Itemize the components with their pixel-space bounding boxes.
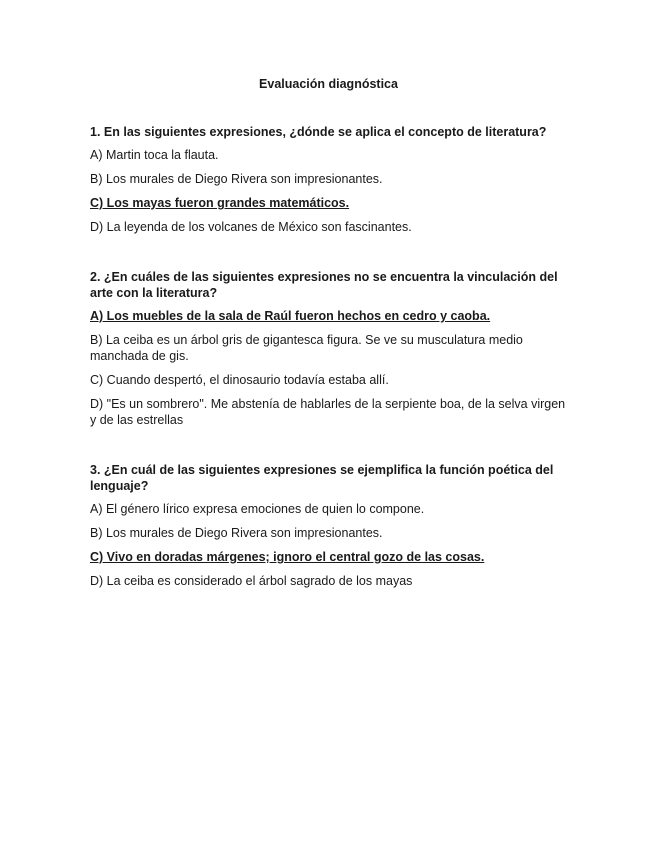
- question-1: [90, 124, 567, 235]
- question-1-text: 1. En las siguientes expresiones, ¿dónde se aplica el concepto de literatura?: [90, 125, 547, 139]
- question-2-option-a: A) Los muebles de la sala de Raúl fueron hechos en cedro y caoba.: [90, 309, 491, 323]
- question-3-option-d: D) La ceiba es considerado el árbol sagrado de los mayas: [90, 574, 413, 588]
- question-3-option-c: C) Vivo en doradas márgenes; ignoro el central gozo de las cosas.: [90, 550, 485, 564]
- question-3-text: 3. ¿En cuál de las siguientes expresiones se ejemplifica la función poética del lenguaje?: [90, 463, 554, 493]
- document-title: Evaluación diagnóstica: [259, 77, 398, 91]
- question-3: [90, 462, 567, 589]
- question-2: [90, 269, 567, 428]
- question-2-option-b: B) La ceiba es un árbol gris de gigantesca figura. Se ve su musculatura medio manchada de gis.: [90, 333, 523, 363]
- question-2-option-c: C) Cuando despertó, el dinosaurio todavía estaba allí.: [90, 373, 389, 387]
- question-1-option-c: C) Los mayas fueron grandes matemáticos.: [90, 196, 350, 210]
- question-1-option-b: B) Los murales de Diego Rivera son impresionantes.: [90, 172, 383, 186]
- question-1-option-d: D) La leyenda de los volcanes de México son fascinantes.: [90, 220, 412, 234]
- question-2-option-d: D) "Es un sombrero". Me abstenía de hablarles de la serpiente boa, de la selva virgen y de las estrellas: [90, 397, 566, 427]
- question-3-option-b: B) Los murales de Diego Rivera son impresionantes.: [90, 526, 383, 540]
- question-1-option-a: A) Martin toca la flauta.: [90, 148, 219, 162]
- question-2-text: 2. ¿En cuáles de las siguientes expresiones no se encuentra la vinculación del arte con la literatura?: [90, 270, 558, 300]
- question-3-option-a: A) El género lírico expresa emociones de quien lo compone.: [90, 502, 425, 516]
